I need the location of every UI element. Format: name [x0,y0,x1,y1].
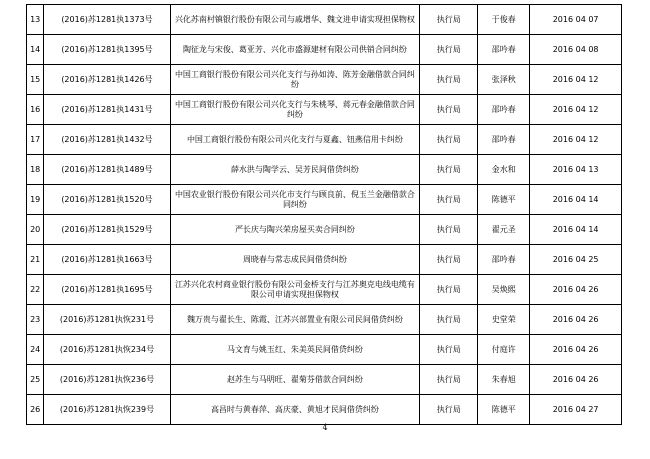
case-date: 2016 04 13 [530,155,622,185]
department: 执行局 [420,365,478,395]
case-cause: 中国工商银行股份有限公司兴化支行与孙如涛、陈芳金融借款合同纠纷 [170,65,420,95]
department: 执行局 [420,185,478,215]
case-number: (2016)苏1281执1529号 [44,215,170,245]
case-cause: 马文育与姚玉红、朱美英民间借贷纠纷 [170,335,420,365]
table-row [27,155,622,185]
case-cause: 中国工商银行股份有限公司兴化支行与朱桃琴、蒋元春金融借款合同纠纷 [170,95,420,125]
case-number: (2016)苏1281执1520号 [44,185,170,215]
table-row [27,35,622,65]
case-number: (2016)苏1281执1426号 [44,65,170,95]
judge-name: 张泽秋 [478,65,530,95]
case-table-body [27,5,622,425]
row-number: 15 [27,65,44,95]
judge-name: 陈德平 [478,395,530,425]
judge-name: 朱春旭 [478,365,530,395]
case-cause: 兴化苏南村镇银行股份有限公司与戚增华、魏文进申请实现担保物权 [170,5,420,35]
case-cause: 高昌时与黄春萍、高庆豪、黄旭才民间借贷纠纷 [170,395,420,425]
department: 执行局 [420,245,478,275]
row-number: 25 [27,365,44,395]
case-cause: 严长庆与陶兴荣房屋买卖合同纠纷 [170,215,420,245]
case-number: (2016)苏1281执1395号 [44,35,170,65]
department: 执行局 [420,65,478,95]
case-number: (2016)苏1281执恢239号 [44,395,170,425]
case-cause: 中国工商银行股份有限公司兴化支行与夏鑫、钮燕信用卡纠纷 [170,125,420,155]
department: 执行局 [420,155,478,185]
case-date: 2016 04 14 [530,215,622,245]
department: 执行局 [420,275,478,305]
department: 执行局 [420,35,478,65]
row-number: 20 [27,215,44,245]
judge-name: 付庭许 [478,335,530,365]
case-cause: 江苏兴化农村商业银行股份有限公司金桥支行与江苏奥克电线电缆有限公司申请实现担保物权 [170,275,420,305]
case-date: 2016 04 07 [530,5,622,35]
case-date: 2016 04 27 [530,395,622,425]
judge-name: 邵吟春 [478,35,530,65]
judge-name: 于俊春 [478,5,530,35]
row-number: 24 [27,335,44,365]
department: 执行局 [420,335,478,365]
table-row [27,395,622,425]
table-row [27,95,622,125]
row-number: 22 [27,275,44,305]
case-number: (2016)苏1281执恢231号 [44,305,170,335]
table-row [27,365,622,395]
table-row [27,305,622,335]
case-cause: 周晓春与常志成民间借贷纠纷 [170,245,420,275]
row-number: 16 [27,95,44,125]
case-cause: 陶征龙与宋俊、葛亚芳、兴化市盛源建材有限公司供销合同纠纷 [170,35,420,65]
table-row [27,215,622,245]
table-row [27,65,622,95]
row-number: 19 [27,185,44,215]
row-number: 23 [27,305,44,335]
row-number: 14 [27,35,44,65]
department: 执行局 [420,5,478,35]
case-date: 2016 04 12 [530,65,622,95]
page-number: 4 [322,423,328,432]
case-date: 2016 04 12 [530,125,622,155]
case-cause: 魏万贵与翟长生、陈霞、江苏兴部置业有限公司民间借贷纠纷 [170,305,420,335]
case-number: (2016)苏1281执恢236号 [44,365,170,395]
department: 执行局 [420,395,478,425]
judge-name: 翟元圣 [478,215,530,245]
case-date: 2016 04 26 [530,335,622,365]
judge-name: 邵吟春 [478,245,530,275]
table-row [27,185,622,215]
case-date: 2016 04 25 [530,245,622,275]
case-number: (2016)苏1281执恢234号 [44,335,170,365]
case-date: 2016 04 08 [530,35,622,65]
row-number: 26 [27,395,44,425]
judge-name: 陈德平 [478,185,530,215]
table-row [27,335,622,365]
judge-name: 史堂荣 [478,305,530,335]
case-number: (2016)苏1281执1663号 [44,245,170,275]
table-row [27,245,622,275]
department: 执行局 [420,125,478,155]
case-cause: 赵苏生与马明旺、翟菊芬借款合同纠纷 [170,365,420,395]
case-date: 2016 04 26 [530,275,622,305]
case-cause: 薛水洪与陶学云、吴芳民间借贷纠纷 [170,155,420,185]
case-number: (2016)苏1281执1695号 [44,275,170,305]
case-table [26,4,622,425]
row-number: 17 [27,125,44,155]
row-number: 21 [27,245,44,275]
department: 执行局 [420,305,478,335]
row-number: 18 [27,155,44,185]
department: 执行局 [420,95,478,125]
case-number: (2016)苏1281执1373号 [44,5,170,35]
department: 执行局 [420,215,478,245]
judge-name: 吴焕熙 [478,275,530,305]
case-date: 2016 04 26 [530,365,622,395]
case-date: 2016 04 12 [530,95,622,125]
case-number: (2016)苏1281执1431号 [44,95,170,125]
case-date: 2016 04 26 [530,305,622,335]
table-row [27,5,622,35]
judge-name: 邵吟春 [478,95,530,125]
case-number: (2016)苏1281执1432号 [44,125,170,155]
judge-name: 金水和 [478,155,530,185]
row-number: 13 [27,5,44,35]
table-row [27,275,622,305]
judge-name: 邵吟春 [478,125,530,155]
case-number: (2016)苏1281执1489号 [44,155,170,185]
case-cause: 中国农业银行股份有限公司兴化市支行与顾良前、倪玉兰金融借款合同纠纷 [170,185,420,215]
case-date: 2016 04 14 [530,185,622,215]
table-row [27,125,622,155]
